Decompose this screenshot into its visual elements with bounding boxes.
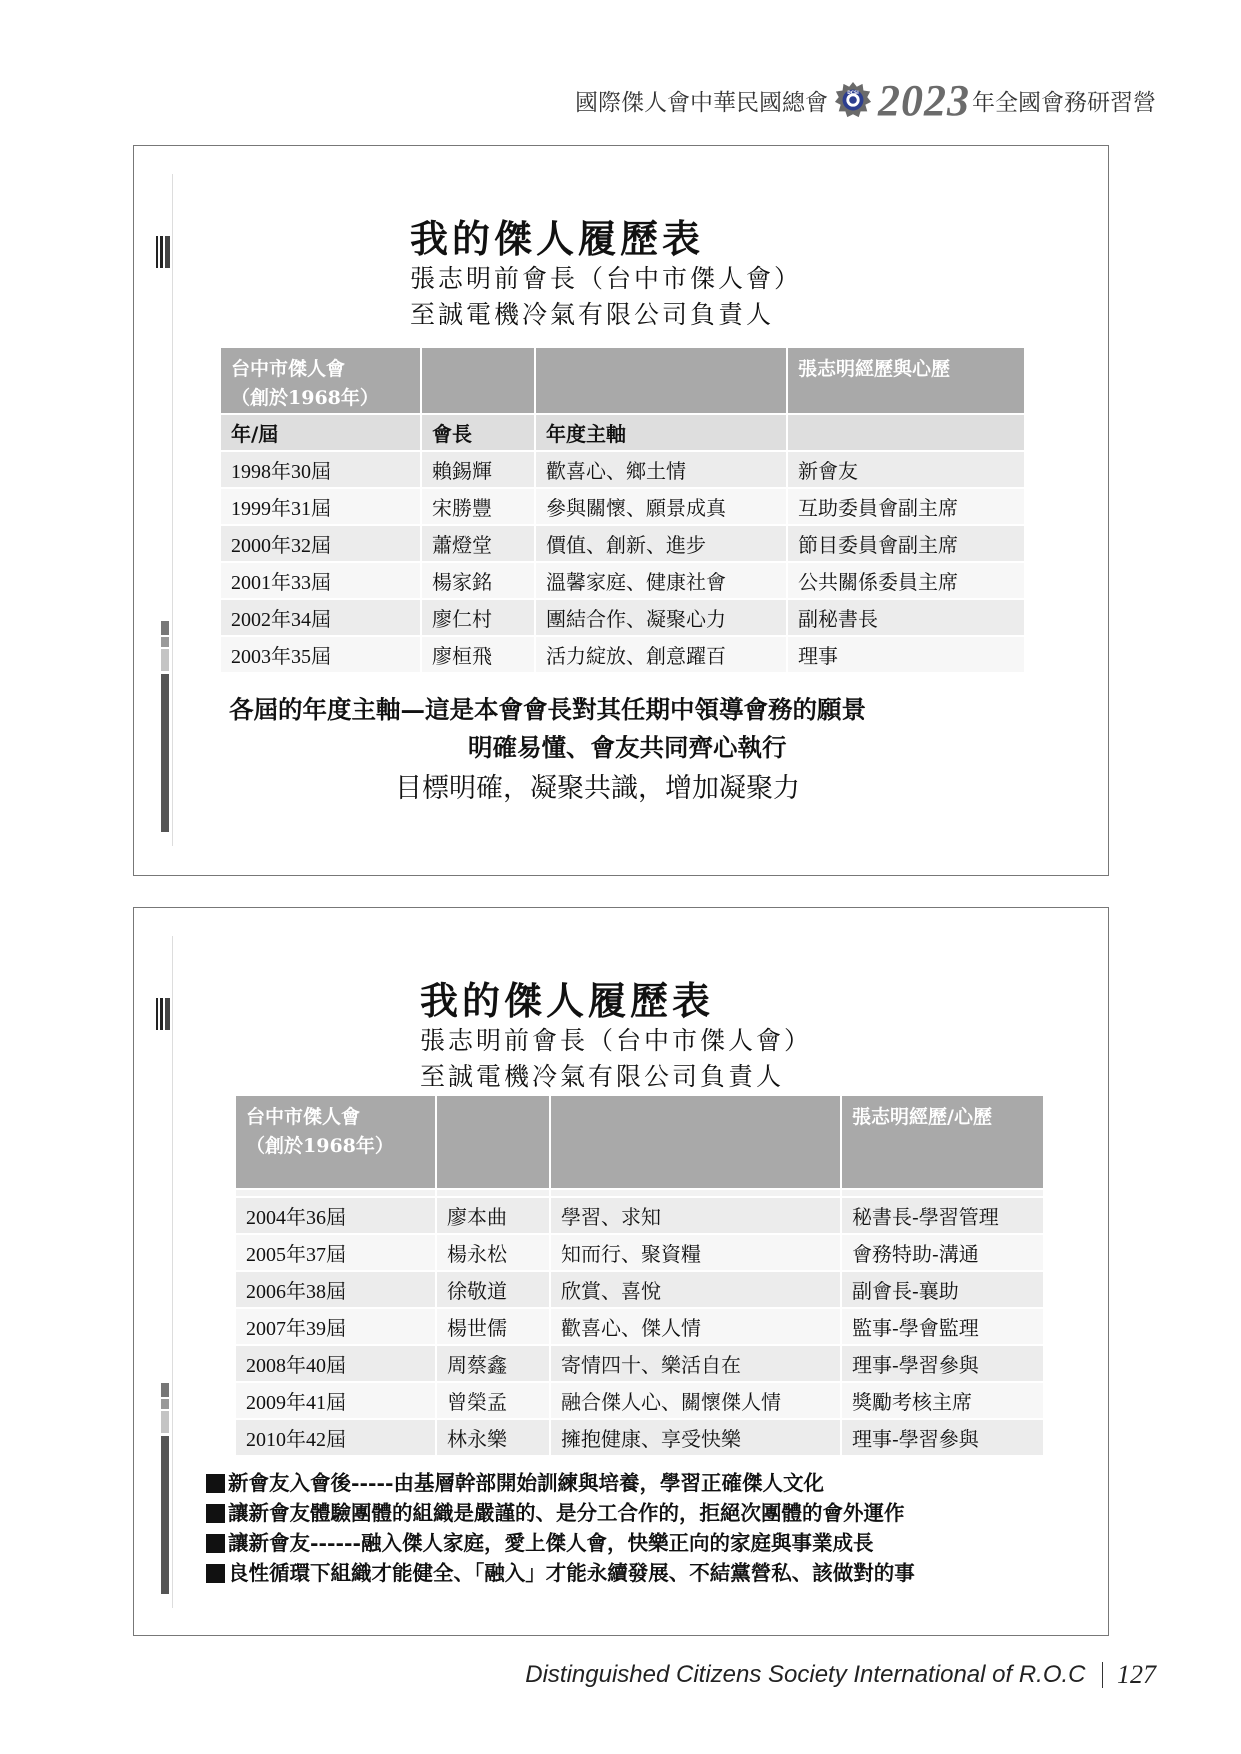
slide-subtitle-name: 張志明前會長（台中市傑人會）	[410, 264, 803, 293]
table-row	[221, 451, 1024, 488]
cell-experience: 新會友	[787, 451, 1024, 488]
square-bullet-icon	[206, 1474, 225, 1493]
footer-society-name: Distinguished Citizens Society International of R.O.C	[525, 1661, 1086, 1688]
slide-1	[133, 145, 1109, 876]
footer-divider	[1102, 1662, 1104, 1688]
cell-president: 蕭燈堂	[421, 525, 535, 562]
table-header-cell	[535, 348, 787, 414]
cell-president: 周蔡鑫	[436, 1345, 550, 1382]
cell-president: 曾榮孟	[436, 1382, 550, 1419]
cell-president: 廖桓飛	[421, 636, 535, 673]
column-header-experience	[787, 414, 1024, 451]
cell-theme: 知而行、聚資糧	[550, 1234, 841, 1271]
logo-text: DCSI	[847, 90, 859, 96]
header-year: 2023	[878, 75, 970, 125]
record-table-1998-2003	[221, 348, 1024, 674]
table-row	[221, 599, 1024, 636]
cell-experience: 理事-學習參與	[841, 1345, 1043, 1382]
cell-president: 楊世儒	[436, 1308, 550, 1345]
cell-president: 廖本曲	[436, 1197, 550, 1234]
slide-sidebar	[134, 174, 173, 846]
slide-subtitle-company: 至誠電機冷氣有限公司負責人	[420, 1062, 785, 1091]
dcsi-logo-icon	[834, 81, 872, 119]
table-row	[236, 1234, 1043, 1271]
column-header-theme: 年度主軸	[535, 414, 787, 451]
cell-theme: 歡喜心、鄉土情	[535, 451, 787, 488]
table-header-club: 台中市傑人會 （創於1968年）	[236, 1096, 436, 1189]
cell-experience: 會務特助-溝通	[841, 1234, 1043, 1271]
header-org-name: 國際傑人會中華民國總會	[575, 89, 828, 116]
bullet-list	[206, 1468, 915, 1588]
cell-experience: 節目委員會副主席	[787, 525, 1024, 562]
bullet-text: 讓新會友------融入傑人家庭，愛上傑人會，快樂正向的家庭與事業成長	[228, 1531, 874, 1555]
cell-year: 2001年33屆	[221, 562, 421, 599]
cell-theme: 寄情四十、樂活自在	[550, 1345, 841, 1382]
slide-subtitle-company: 至誠電機冷氣有限公司負責人	[410, 300, 775, 329]
table-row	[221, 488, 1024, 525]
bullet-text: 新會友入會後-----由基層幹部開始訓練與培養，學習正確傑人文化	[228, 1471, 825, 1495]
cell-theme: 參與關懷、願景成真	[535, 488, 787, 525]
table-row	[221, 636, 1024, 673]
cell-year: 2009年41屆	[236, 1382, 436, 1419]
square-bullet-icon	[206, 1564, 225, 1583]
cell-theme: 溫馨家庭、健康社會	[535, 562, 787, 599]
cell-year: 2010年42屆	[236, 1419, 436, 1456]
cell-theme: 融合傑人心、關懷傑人情	[550, 1382, 841, 1419]
cell-theme: 欣賞、喜悅	[550, 1271, 841, 1308]
cell-theme: 擁抱健康、享受快樂	[550, 1419, 841, 1456]
slide-sidebar	[134, 936, 173, 1608]
table-header-cell	[436, 1096, 550, 1189]
cell-year: 2002年34屆	[221, 599, 421, 636]
cell-president: 賴錫輝	[421, 451, 535, 488]
cell-experience: 副秘書長	[787, 599, 1024, 636]
bullet-text: 良性循環下組織才能健全、「融入」才能永續發展、不結黨營私、該做對的事	[228, 1561, 915, 1585]
cell-year: 2005年37屆	[236, 1234, 436, 1271]
cell-experience: 監事-學會監理	[841, 1308, 1043, 1345]
table-header-cell	[550, 1096, 841, 1189]
square-bullet-icon	[206, 1504, 225, 1523]
cell-experience: 獎勵考核主席	[841, 1382, 1043, 1419]
list-item	[206, 1528, 915, 1558]
cell-year: 2004年36屆	[236, 1197, 436, 1234]
record-table-2004-2010	[236, 1096, 1043, 1457]
table-header-row	[221, 348, 1024, 414]
cell-experience: 理事-學習參與	[841, 1419, 1043, 1456]
slide-title: 我的傑人履歷表	[410, 216, 705, 261]
page-footer	[525, 1660, 1156, 1690]
cell-president: 林永樂	[436, 1419, 550, 1456]
list-item	[206, 1558, 915, 1588]
cell-theme: 學習、求知	[550, 1197, 841, 1234]
column-header-year: 年/屆	[221, 414, 421, 451]
cell-theme: 活力綻放、創意躍百	[535, 636, 787, 673]
cell-year: 2008年40屆	[236, 1345, 436, 1382]
cell-president: 楊永松	[436, 1234, 550, 1271]
cell-president: 徐敬道	[436, 1271, 550, 1308]
cell-theme: 價值、創新、進步	[535, 525, 787, 562]
cell-experience: 公共關係委員主席	[787, 562, 1024, 599]
cell-theme: 歡喜心、傑人情	[550, 1308, 841, 1345]
page-header	[575, 72, 1156, 128]
cell-president: 廖仁村	[421, 599, 535, 636]
bullet-text: 讓新會友體驗團體的組織是嚴謹的、是分工合作的，拒絕次團體的會外運作	[228, 1501, 905, 1525]
cell-year: 1998年30屆	[221, 451, 421, 488]
cell-year: 2000年32屆	[221, 525, 421, 562]
square-bullet-icon	[206, 1534, 225, 1553]
page-number: 127	[1117, 1660, 1156, 1689]
table-row	[236, 1345, 1043, 1382]
list-item	[206, 1498, 915, 1528]
table-row	[221, 525, 1024, 562]
table-spacer-row	[236, 1189, 1043, 1197]
list-item	[206, 1468, 915, 1498]
slide-subtitle-name: 張志明前會長（台中市傑人會）	[420, 1026, 813, 1055]
cell-year: 2006年38屆	[236, 1271, 436, 1308]
cell-president: 楊家銘	[421, 562, 535, 599]
table-row	[236, 1197, 1043, 1234]
table-header-cell	[421, 348, 535, 414]
cell-president: 宋勝豐	[421, 488, 535, 525]
column-header-president: 會長	[421, 414, 535, 451]
table-header-row	[236, 1096, 1043, 1189]
table-row	[236, 1419, 1043, 1456]
cell-experience: 理事	[787, 636, 1024, 673]
cell-experience: 秘書長-學習管理	[841, 1197, 1043, 1234]
slide-note-vision: 各屆的年度主軸—這是本會會長對其任期中領導會務的願景	[229, 695, 866, 724]
slide-note-clear: 明確易懂、會友共同齊心執行	[468, 733, 787, 762]
cell-theme: 團結合作、凝聚心力	[535, 599, 787, 636]
table-header-experience: 張志明經歷/心歷	[841, 1096, 1043, 1189]
slide-title: 我的傑人履歷表	[420, 978, 715, 1023]
table-column-row	[221, 414, 1024, 451]
slide-2	[133, 907, 1109, 1636]
table-row	[236, 1271, 1043, 1308]
table-header-experience: 張志明經歷與心歷	[787, 348, 1024, 414]
cell-experience: 副會長-襄助	[841, 1271, 1043, 1308]
header-event-name: 年全國會務研習營	[972, 89, 1156, 116]
cell-experience: 互助委員會副主席	[787, 488, 1024, 525]
cell-year: 1999年31屆	[221, 488, 421, 525]
slide-note-goal: 目標明確，凝聚共識，增加凝聚力	[395, 773, 800, 804]
table-header-club: 台中市傑人會 （創於1968年）	[221, 348, 421, 414]
table-row	[236, 1382, 1043, 1419]
cell-year: 2003年35屆	[221, 636, 421, 673]
table-row	[221, 562, 1024, 599]
cell-year: 2007年39屆	[236, 1308, 436, 1345]
table-row	[236, 1308, 1043, 1345]
